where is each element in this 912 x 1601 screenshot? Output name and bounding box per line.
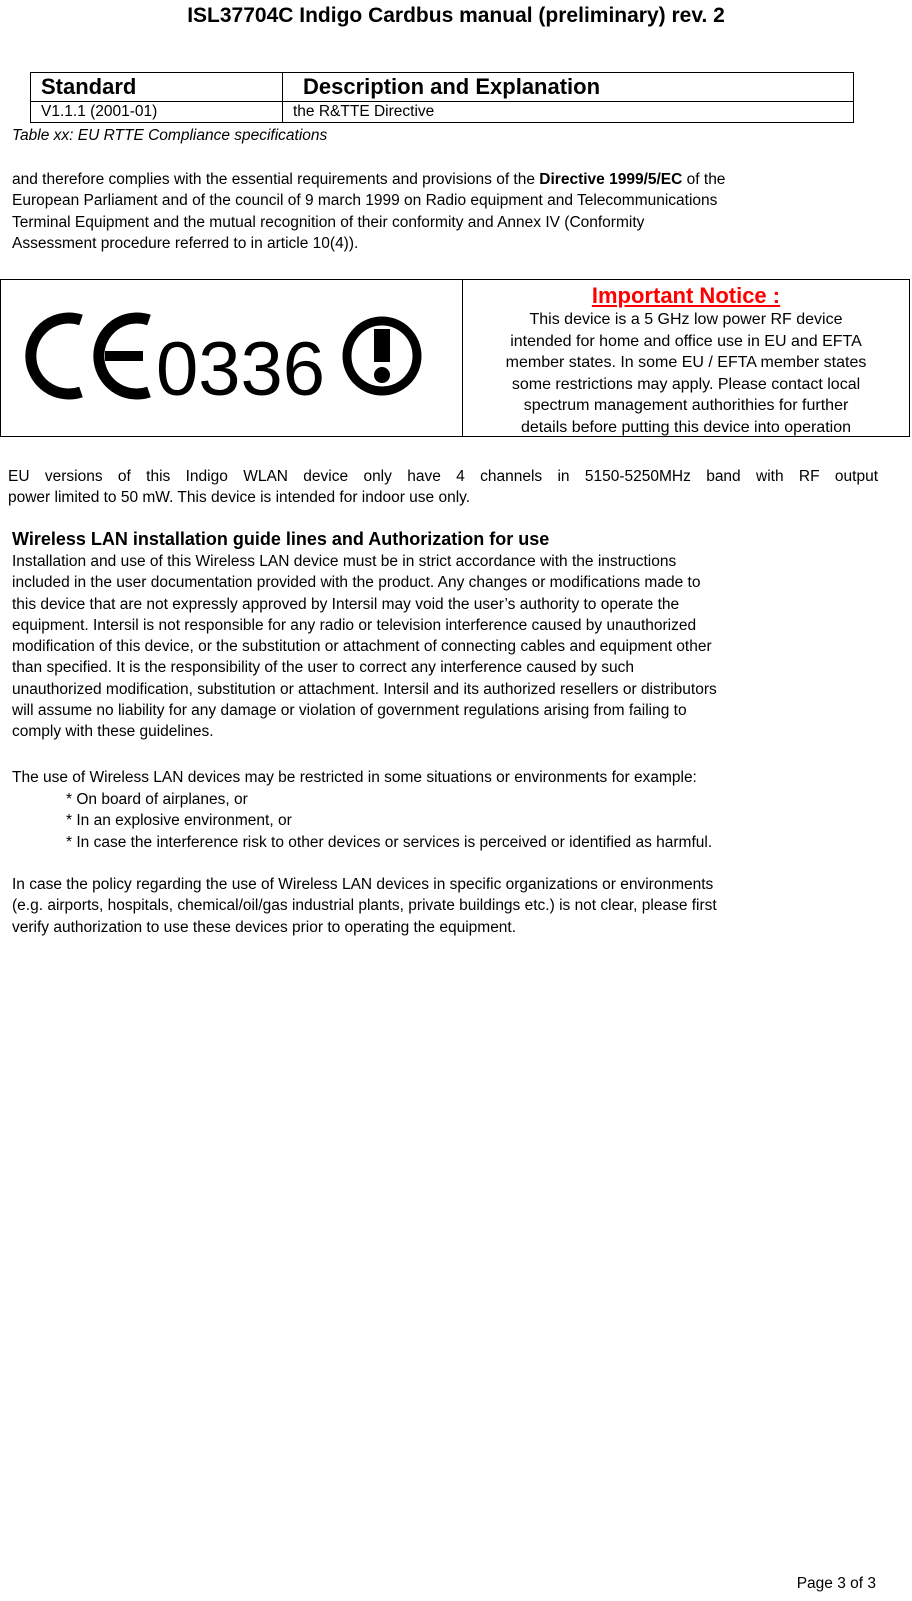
page-title: ISL37704C Indigo Cardbus manual (preliminary) rev. 2	[187, 4, 725, 27]
installation-line: included in the user documentation provided with the product. Any changes or modifications made to	[12, 574, 701, 592]
eu-line: power limited to 50 mW. This device is intended for indoor use only.	[8, 489, 471, 507]
ce-mark-icon	[31, 318, 149, 394]
cell-standard: V1.1.1 (2001-01)	[31, 102, 283, 123]
restrictions-list	[66, 789, 712, 853]
installation-paragraph	[12, 551, 892, 743]
installation-line: unauthorized modification, substitution or attachment. Intersil and its authorized resellers or distributors	[12, 680, 717, 698]
section-heading: Wireless LAN installation guide lines and Authorization for use	[12, 529, 550, 549]
intro-line: European Parliament and of the council of 9 march 1999 on Radio equipment and Telecommunications	[12, 192, 718, 210]
certification-mark-cell	[1, 280, 463, 436]
eu-versions-paragraph	[8, 466, 878, 509]
installation-line: Installation and use of this Wireless LAN device must be in strict accordance with the instructions	[12, 553, 677, 570]
compliance-table	[30, 72, 854, 123]
policy-line: verify authorization to use these devices prior to operating the equipment.	[12, 918, 517, 936]
exclamation-circle-icon	[347, 321, 417, 391]
important-notice-cell	[463, 280, 909, 436]
intro-text: of the	[682, 171, 726, 188]
notice-line: some restrictions may apply. Please contact local	[511, 375, 861, 393]
cell-description: the R&TTE Directive	[283, 102, 854, 123]
policy-line: In case the policy regarding the use of Wireless LAN devices in specific organizations or environments	[12, 876, 714, 893]
eu-line: EU versions of this Indigo WLAN device only have 4 channels in 5150-5250MHz band with RF output	[8, 468, 878, 485]
list-item: * In case the interference risk to other devices or services is perceived or identified as harmful.	[66, 833, 713, 851]
notice-line: member states. In some EU / EFTA member states	[505, 354, 867, 371]
table-header-row	[31, 73, 854, 102]
notice-line: intended for home and office use in EU and EFTA	[510, 332, 862, 350]
intro-paragraph	[12, 169, 892, 254]
intro-line: Terminal Equipment and the mutual recognition of their conformity and Annex IV (Conformity	[12, 213, 645, 231]
notice-line: This device is a 5 GHz low power RF device	[529, 311, 843, 328]
intro-text: and therefore complies with the essential requirements and provisions of the	[12, 171, 540, 188]
column-header-standard: Standard	[31, 73, 283, 102]
policy-paragraph	[12, 874, 892, 938]
notice-line: details before putting this device into operation	[521, 418, 851, 436]
installation-line: comply with these guidelines.	[12, 723, 214, 741]
restrictions-intro: The use of Wireless LAN devices may be restricted in some situations or environments for example:	[12, 769, 697, 786]
installation-line: than specified. It is the responsibility of the user to correct any interference caused by such	[12, 659, 635, 677]
notice-title: Important Notice :	[591, 283, 781, 308]
intro-line: Assessment procedure referred to in article 10(4)).	[12, 234, 359, 252]
policy-line: (e.g. airports, hospitals, chemical/oil/gas industrial plants, private buildings etc.) is not clear, please first	[12, 897, 717, 915]
notice-line: spectrum management authorithies for further	[523, 397, 849, 414]
list-item: * On board of airplanes, or	[66, 791, 248, 808]
installation-line: modification of this device, or the substitution or attachment of connecting cables and equipment other	[12, 638, 712, 656]
column-header-description: Description and Explanation	[283, 73, 854, 102]
directive-reference: Directive 1999/5/EC	[539, 171, 683, 188]
notified-body-number: 0336	[156, 327, 326, 407]
installation-line: equipment. Intersil is not responsible for any radio or television interference caused by unauthorized	[12, 616, 697, 634]
installation-line: will assume no liability for any damage or violation of government regulations arising from failing to	[12, 702, 687, 720]
notice-body	[465, 309, 907, 438]
page-number: Page 3 of 3	[796, 1575, 876, 1592]
table-caption: Table xx: EU RTTE Compliance specifications	[12, 127, 328, 144]
ce-0336-mark	[23, 302, 438, 407]
notice-box	[0, 279, 910, 437]
intro-line	[12, 169, 892, 190]
installation-line: this device that are not expressly approved by Intersil may void the user’s authority to operate the	[12, 595, 680, 613]
list-item: * In an explosive environment, or	[66, 812, 292, 830]
table-row	[31, 102, 854, 123]
